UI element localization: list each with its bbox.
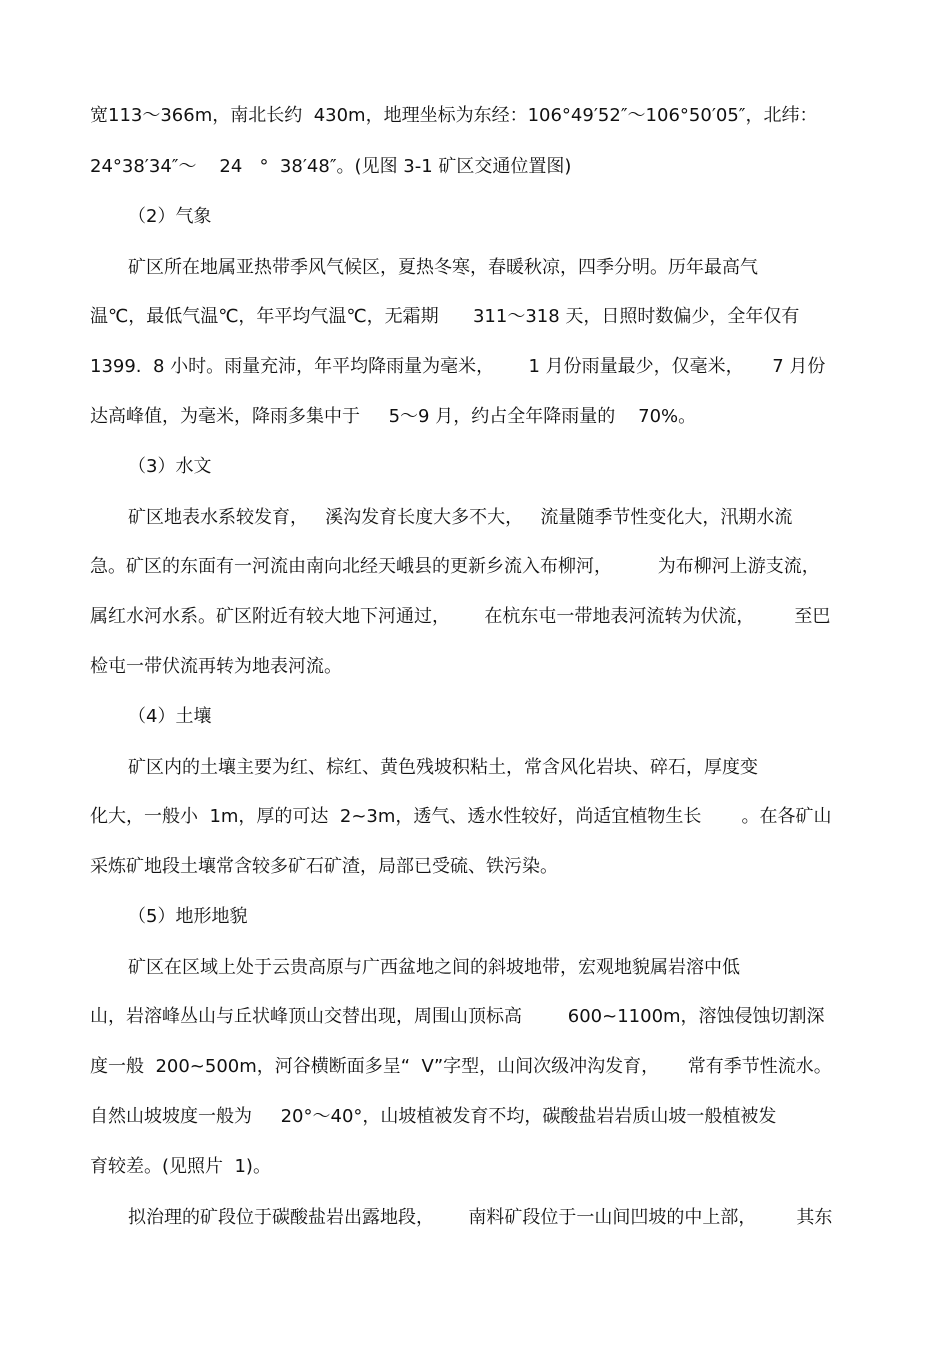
paragraph-line: 属红水河水系。矿区附近有较大地下河通过， 在杭东屯一带地表河流转为伏流， 至巴 [90,606,831,627]
paragraph-line: 宽113～366m，南北长约 430m，地理坐标为东经：106°49′52″～106°50′05″，北纬： [90,105,818,126]
paragraph-line: 采炼矿地段土壤常含较多矿石矿渣，局部已受硫、铁污染。 [90,856,558,877]
paragraph-line: 拟治理的矿段位于碳酸盐岩出露地段， 南料矿段位于一山间凹坡的中上部， 其东 [128,1207,833,1228]
section-heading: （4）土壤 [128,706,212,727]
paragraph-line: 矿区在区域上处于云贵高原与广西盆地之间的斜坡地带，宏观地貌属岩溶中低 [128,957,740,978]
paragraph-line: 度一般 200~500m，河谷横断面多呈“ V”字型，山间次级冲沟发育， 常有季节性流水。 [90,1056,832,1077]
paragraph-line: 达高峰值，为毫米，降雨多集中于 5～9 月，约占全年降雨量的 70%。 [90,406,697,427]
paragraph-line: 矿区地表水系较发育， 溪沟发育长度大多不大， 流量随季节性变化大，汛期水流 [128,507,793,528]
paragraph-line: 急。矿区的东面有一河流由南向北经天峨县的更新乡流入布柳河， 为布柳河上游支流， [90,556,820,577]
section-heading: （5）地形地貌 [128,906,248,927]
paragraph-line: 自然山坡坡度一般为 20°～40°，山坡植被发育不均，碳酸盐岩岩质山坡一般植被发 [90,1106,777,1127]
paragraph-line: 1399. 8 小时。雨量充沛，年平均降雨量为毫米， 1 月份雨量最少，仅毫米， 7 月份 [90,356,826,377]
paragraph-line: 山，岩溶峰丛山与丘状峰顶山交替出现，周围山顶标高 600~1100m，溶蚀侵蚀切割深 [90,1006,825,1027]
paragraph-line: 矿区内的土壤主要为红、棕红、黄色残坡积粘土，常含风化岩块、碎石，厚度变 [128,757,758,778]
paragraph-line: 矿区所在地属亚热带季风气候区，夏热冬寒，春暖秋凉，四季分明。历年最高气 [128,257,758,278]
section-heading: （2）气象 [128,206,212,227]
paragraph-line: 育较差。(见照片 1)。 [90,1156,271,1177]
paragraph-line: 温℃，最低气温℃，年平均气温℃，无霜期 311～318 天，日照时数偏少，全年仅有 [90,306,800,327]
paragraph-line: 检屯一带伏流再转为地表河流。 [90,656,342,677]
paragraph-line: 化大，一般小 1m，厚的可达 2~3m，透气、透水性较好，尚适宜植物生长 。在各矿山 [90,806,832,827]
section-heading: （3）水文 [128,456,212,477]
paragraph-line: 24°38′34″～ 24 ° 38′48″。(见图 3-1 矿区交通位置图) [90,156,572,177]
